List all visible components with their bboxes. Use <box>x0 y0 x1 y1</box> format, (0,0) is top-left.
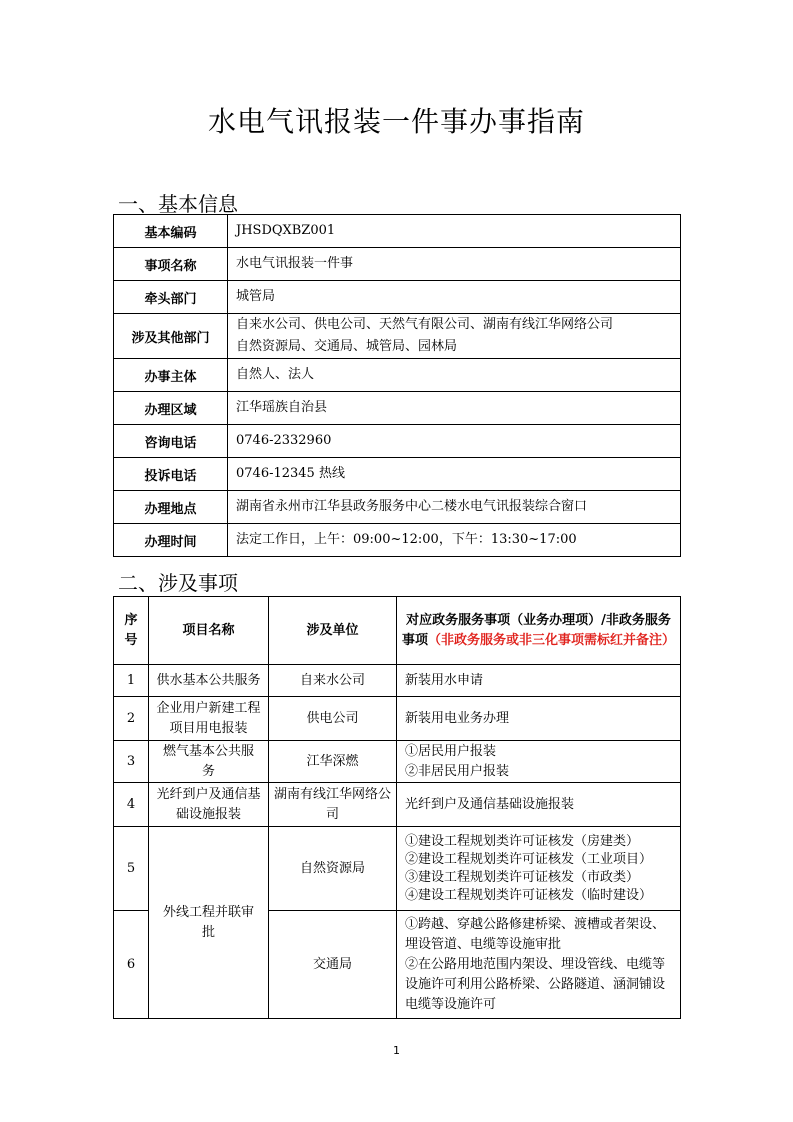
info-label: 办理时间 <box>114 524 228 557</box>
info-label: 办事主体 <box>114 359 228 392</box>
info-label: 办理区域 <box>114 392 228 425</box>
info-label: 基本编码 <box>114 215 228 248</box>
info-label: 涉及其他部门 <box>114 314 228 359</box>
page-number: 1 <box>393 1044 400 1057</box>
item-unit: 交通局 <box>269 911 397 1019</box>
info-value: 江华瑶族自治县 <box>228 392 681 425</box>
item-unit: 自然资源局 <box>269 827 397 911</box>
item-sn: 6 <box>114 911 149 1019</box>
item-sn: 3 <box>114 741 149 783</box>
table-row <box>114 392 681 425</box>
info-value-line: 自来水公司、供电公司、天然气有限公司、湖南有线江华网络公司 <box>236 317 614 332</box>
item-service <box>397 827 681 911</box>
table-row <box>114 741 681 783</box>
item-sn: 2 <box>114 697 149 741</box>
table-row <box>114 524 681 557</box>
header-sn: 序号 <box>114 597 149 665</box>
table-row <box>114 215 681 248</box>
table-row <box>114 491 681 524</box>
info-value: 水电气讯报装一件事 <box>228 248 681 281</box>
info-value: JHSDQXBZ001 <box>228 215 681 248</box>
info-label: 事项名称 <box>114 248 228 281</box>
table-row <box>114 665 681 697</box>
table-header-row <box>114 597 681 665</box>
table-row <box>114 359 681 392</box>
header-service-main: 对应政务服务事项（业务办理项）/非政务服务事项 <box>401 612 671 648</box>
item-unit: 江华深燃 <box>269 741 397 783</box>
table-row <box>114 281 681 314</box>
item-service <box>397 741 681 783</box>
info-value: 0746-2332960 <box>228 425 681 458</box>
info-label: 投诉电话 <box>114 458 228 491</box>
table-row <box>114 425 681 458</box>
item-name: 燃气基本公共服务 <box>149 741 269 783</box>
table-row <box>114 783 681 827</box>
info-value: 城管局 <box>228 281 681 314</box>
item-name: 供水基本公共服务 <box>149 665 269 697</box>
info-value: 湖南省永州市江华县政务服务中心二楼水电气讯报装综合窗口 <box>228 491 681 524</box>
item-service-line: ②非居民用户报装 <box>405 763 510 779</box>
item-unit: 湖南有线江华网络公司 <box>269 783 397 827</box>
table-row <box>114 314 681 359</box>
table-row <box>114 697 681 741</box>
item-service-line: ③建设工程规划类许可证核发（市政类） <box>405 869 640 885</box>
item-service-line: ①跨越、穿越公路修建桥梁、渡槽或者架设、埋设管道、电缆等设施审批 <box>405 916 666 952</box>
item-sn: 1 <box>114 665 149 697</box>
item-service: 光纤到户及通信基础设施报装 <box>397 783 681 827</box>
document-title: 水电气讯报装一件事办事指南 <box>207 105 585 138</box>
item-service-line: ②建设工程规划类许可证核发（工业项目） <box>405 851 653 867</box>
item-sn: 4 <box>114 783 149 827</box>
info-value: 法定工作日，上午：09:00~12:00，下午：13:30~17:00 <box>228 524 681 557</box>
item-unit: 自来水公司 <box>269 665 397 697</box>
info-label: 咨询电话 <box>114 425 228 458</box>
item-service-line: ④建设工程规划类许可证核发（临时建设） <box>405 887 653 903</box>
table-row <box>114 248 681 281</box>
header-unit: 涉及单位 <box>269 597 397 665</box>
header-service-note: （非政务服务或非三化事项需标红并备注） <box>428 632 676 648</box>
item-service-line: ①建设工程规划类许可证核发（房建类） <box>405 833 640 849</box>
info-value: 0746-12345 热线 <box>228 458 681 491</box>
section-heading-basic-info: 一、基本信息 <box>118 192 238 216</box>
info-value-line: 自然资源局、交通局、城管局、园林局 <box>236 339 458 354</box>
info-value <box>228 314 681 359</box>
item-name: 外线工程并联审批 <box>149 827 269 1019</box>
basic-info-table <box>113 214 681 557</box>
info-label: 办理地点 <box>114 491 228 524</box>
items-table <box>113 596 681 1019</box>
header-name: 项目名称 <box>149 597 269 665</box>
item-service <box>397 911 681 1019</box>
section-heading-items: 二、涉及事项 <box>118 571 238 595</box>
item-service-line: ②在公路用地范围内架设、埋设管线、电缆等设施许可利用公路桥梁、公路隧道、涵洞铺设电缆等设施许可 <box>405 956 666 1012</box>
info-label: 牵头部门 <box>114 281 228 314</box>
item-name: 企业用户新建工程项目用电报装 <box>149 697 269 741</box>
item-service: 新装用电业务办理 <box>397 697 681 741</box>
item-name: 光纤到户及通信基础设施报装 <box>149 783 269 827</box>
info-value: 自然人、法人 <box>228 359 681 392</box>
item-sn: 5 <box>114 827 149 911</box>
table-row <box>114 827 681 911</box>
table-row <box>114 458 681 491</box>
item-service: 新装用水申请 <box>397 665 681 697</box>
item-service-line: ①居民用户报装 <box>405 743 497 759</box>
item-unit: 供电公司 <box>269 697 397 741</box>
header-service <box>397 597 681 665</box>
